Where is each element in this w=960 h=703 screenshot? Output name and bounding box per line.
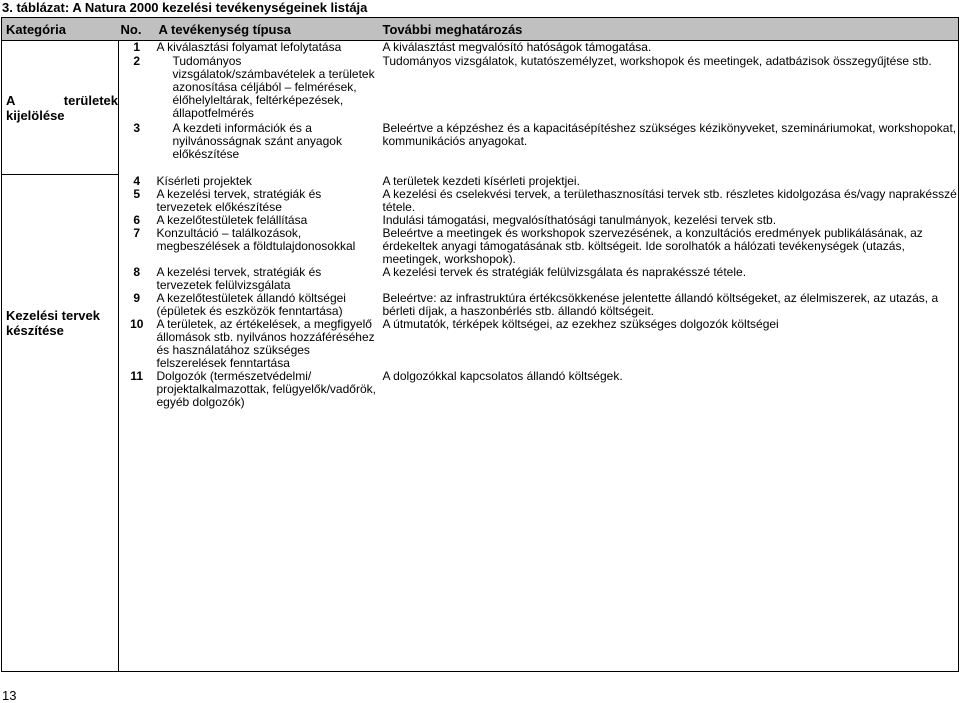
row-detail: A dolgozókkal kapcsolatos állandó költségek. (379, 370, 959, 672)
row-activity: A kezelési tervek, stratégiák és tervezetek felülvizsgálata (156, 264, 322, 292)
category-kezelesi: Kezelési tervek készítése (2, 175, 119, 672)
row-number: 5 (133, 186, 141, 201)
row-number: 9 (133, 290, 141, 305)
row-activity: A kezdeti információk és a nyilvánosságnak szánt anyagok előkészítése (172, 120, 342, 161)
row-number: 7 (133, 225, 141, 240)
row-number: 4 (133, 173, 141, 188)
table-row (2, 214, 959, 227)
category-kijelolese: A területek kijelölése (2, 41, 119, 175)
row-detail: Indulási támogatási, megvalósíthatósági tanulmányok, kezelési tervek stb. (379, 214, 959, 227)
row-activity: A kiválasztási folyamat lefolytatása (156, 40, 342, 54)
table-caption: 3. táblázat: A Natura 2000 kezelési tevékenységeinek listája (2, 0, 368, 15)
activities-table (1, 17, 959, 672)
table-row (2, 370, 959, 672)
table-row (2, 55, 959, 122)
header-no: No. (119, 18, 155, 41)
row-detail: A területek kezdeti kísérleti projektjei. (379, 175, 959, 188)
row-detail: Beleértve a képzéshez és a kapacitásépítéshez szükséges kézikönyveket, szemináriumokat, workshopokat, kommunikációs anyagokat. (379, 122, 959, 175)
table-row (2, 122, 959, 175)
table-row (2, 227, 959, 266)
row-number: 6 (133, 212, 141, 227)
row-detail: A kezelési tervek és stratégiák felülvizsgálata és naprakésszé tétele. (379, 266, 959, 292)
header-kategoria: Kategória (2, 18, 119, 41)
row-activity: A kezelési tervek, stratégiák és tervezetek előkészítése (156, 186, 322, 214)
table-row (2, 41, 959, 55)
row-activity: Tudományos vizsgálatok/számbavételek a területek azonosítása céljából – felmérések, élőhelyleltárak, feltérképezések, állapotfelmérés (172, 53, 375, 120)
row-number: 3 (133, 120, 141, 135)
table-header-row (2, 18, 959, 41)
row-detail: A kezelési és cselekvési tervek, a területhasznosítási tervek stb. részletes kidolgozása és/vagy naprakésszé tétele. (379, 188, 959, 214)
table-row (2, 188, 959, 214)
row-activity: Kísérleti projektek (156, 173, 252, 188)
row-activity: Konzultáció – találkozások, megbeszélések a földtulajdonosokkal (156, 225, 356, 253)
row-activity: A kezelőtestületek felállítása (156, 212, 308, 227)
table-row (2, 175, 959, 188)
table-row (2, 292, 959, 318)
row-number: 8 (133, 264, 141, 279)
row-activity: A kezelőtestületek állandó költségei (épületek és eszközök fenntartása) (156, 290, 346, 318)
row-detail: Beleértve: az infrastruktúra értékcsökkenése jelentette állandó költségeket, az élelmiszerek, az utazás, a bérleti díjak, a haszonbérlés stb. állandó költségeit. (379, 292, 959, 318)
row-number: 1 (133, 40, 141, 54)
row-detail: A kiválasztást megvalósító hatóságok támogatása. (379, 41, 959, 55)
row-detail: A útmutatók, térképek költségei, az ezekhez szükséges dolgozók költségei (379, 318, 959, 370)
row-number: 2 (133, 53, 141, 68)
row-detail: Tudományos vizsgálatok, kutatószemélyzet, workshopok és meetingek, adatbázisok összegyűjtése stb. (379, 55, 959, 122)
header-tovabbi: További meghatározás (379, 18, 959, 41)
row-activity: Dolgozók (természetvédelmi/ projektalkalmazottak, felügyelők/vadőrök, egyéb dolgozók) (155, 370, 379, 672)
table-row (2, 266, 959, 292)
row-detail: Beleértve a meetingek és workshopok szervezésének, a konzultációs eredmények publikálásának, az érdekeltek anyagi támogatásának stb. költségeit. Ide sorolhatók a hálózati tevékenységek (utazás, meetingek, workshopok). (379, 227, 959, 266)
table-row (2, 318, 959, 370)
row-activity: A területek, az értékelések, a megfigyelő állomások stb. nyilvános hozzáféréséhez és használatához szükséges felszerelések fenntartása (156, 316, 375, 370)
page-number: 13 (2, 688, 17, 703)
header-tipus: A tevékenység típusa (155, 18, 379, 41)
row-number: 11 (119, 370, 155, 672)
row-number: 10 (130, 316, 144, 331)
